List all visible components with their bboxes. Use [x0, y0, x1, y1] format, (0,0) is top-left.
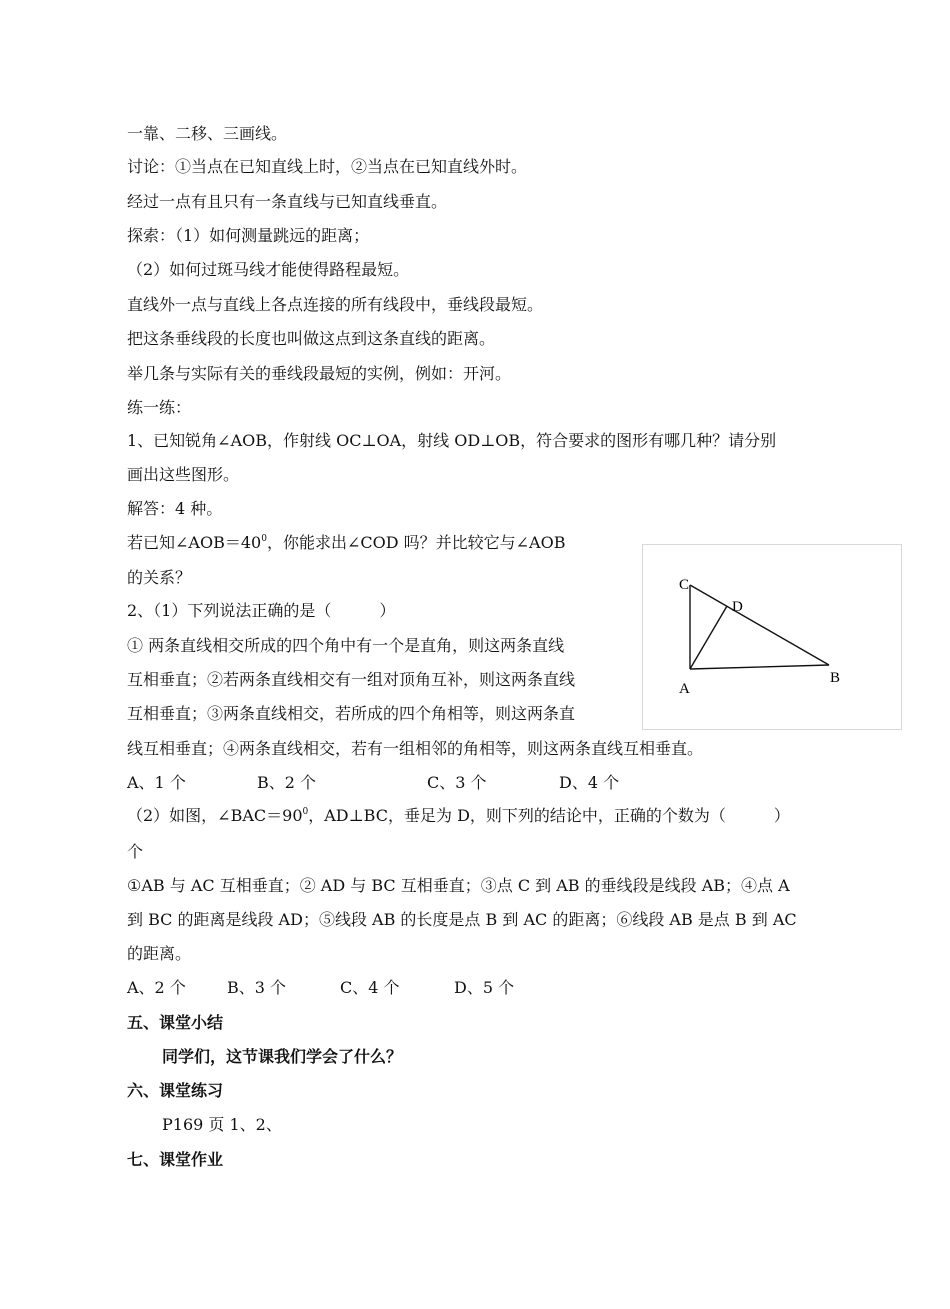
segment-cb	[690, 585, 829, 665]
answer-line: 解答：4 种。	[127, 499, 223, 518]
text-line: 讨论：①当点在已知直线上时，②当点在已知直线外时。	[127, 157, 528, 176]
section-text: 同学们，这节课我们学会了什么？	[162, 1047, 403, 1066]
degree-superscript: 0	[302, 807, 309, 817]
question-1-line	[127, 533, 565, 553]
option-d: D、5 个	[454, 978, 515, 997]
option-b: B、3 个	[227, 978, 287, 997]
text-line: 一靠、二移、三画线。	[127, 124, 288, 143]
question-1-line: 画出这些图形。	[127, 465, 240, 484]
segment-ab	[690, 665, 829, 669]
option-d: D、4 个	[559, 773, 620, 792]
options-row	[127, 773, 619, 793]
text-span: ，AD⊥BC，垂足为 D，则下列的结论中，正确的个数为（ ）	[308, 806, 790, 825]
text-line: 举几条与实际有关的垂线段最短的实例，例如：开河。	[127, 364, 512, 383]
question-2-2-line	[127, 806, 790, 826]
degree-superscript: 0	[261, 534, 267, 544]
conclusion-line: 到 BC 的距离是线段 AD；⑤线段 AB 的长度是点 B 到 AC 的距离；⑥线段 AB 是点 B 到 AC	[127, 910, 797, 929]
text-line: 把这条垂线段的长度也叫做这点到这条直线的距离。	[127, 329, 496, 348]
segment-ad	[690, 606, 727, 669]
statement-line: 互相垂直；③两条直线相交，若所成的四个角相等，则这两条直	[127, 704, 576, 723]
section-heading: 六、课堂练习	[127, 1081, 224, 1100]
text-line: 经过一点有且只有一条直线与已知直线垂直。	[127, 192, 448, 211]
question-2-line: 2、（1）下列说法正确的是（ ）	[127, 601, 396, 620]
section-heading: 五、课堂小结	[127, 1013, 224, 1032]
point-label-a: A	[679, 681, 690, 697]
text-span: ，你能求出∠COD 吗？并比较它与∠AOB	[266, 533, 566, 552]
option-c: C、3 个	[427, 773, 487, 792]
text-line: 直线外一点与直线上各点连接的所有线段中，垂线段最短。	[127, 295, 544, 314]
text-span: 若已知∠AOB＝40	[127, 533, 262, 552]
triangle-diagram	[643, 545, 901, 729]
text-line: 练一练：	[127, 398, 192, 417]
triangle-figure	[642, 544, 902, 730]
question-1-line: 的关系？	[127, 568, 192, 587]
conclusion-line: ①AB 与 AC 互相垂直；② AD 与 BC 互相垂直；③点 C 到 AB 的垂线段是线段 AB；④点 A	[127, 876, 790, 895]
statement-line: 互相垂直；②若两条直线相交有一组对顶角互补，则这两条直线	[127, 670, 576, 689]
option-a: A、2 个	[127, 978, 186, 997]
statement-line: 线互相垂直；④两条直线相交，若有一组相邻的角相等，则这两条直线互相垂直。	[127, 739, 704, 758]
option-c: C、4 个	[340, 978, 400, 997]
question-2-2-line: 个	[127, 842, 144, 861]
text-line: 探索：（1）如何测量跳远的距离；	[127, 226, 370, 245]
conclusion-line: 的距离。	[127, 944, 192, 963]
option-b: B、2 个	[257, 773, 317, 792]
section-text: P169 页 1、2、	[162, 1115, 282, 1134]
option-a: A、1 个	[127, 773, 186, 792]
options-row	[127, 978, 514, 998]
point-label-d: D	[732, 599, 743, 615]
section-heading: 七、课堂作业	[127, 1150, 224, 1169]
point-label-c: C	[679, 577, 690, 593]
point-label-b: B	[830, 670, 841, 686]
statement-line: ① 两条直线相交所成的四个角中有一个是直角，则这两条直线	[127, 636, 565, 655]
text-line: （2）如何过斑马线才能使得路程最短。	[127, 260, 410, 279]
text-span: （2）如图，∠BAC＝90	[127, 806, 303, 825]
question-1-line: 1、已知锐角∠AOB，作射线 OC⊥OA，射线 OD⊥OB，符合要求的图形有哪几种？请分别	[127, 431, 777, 450]
